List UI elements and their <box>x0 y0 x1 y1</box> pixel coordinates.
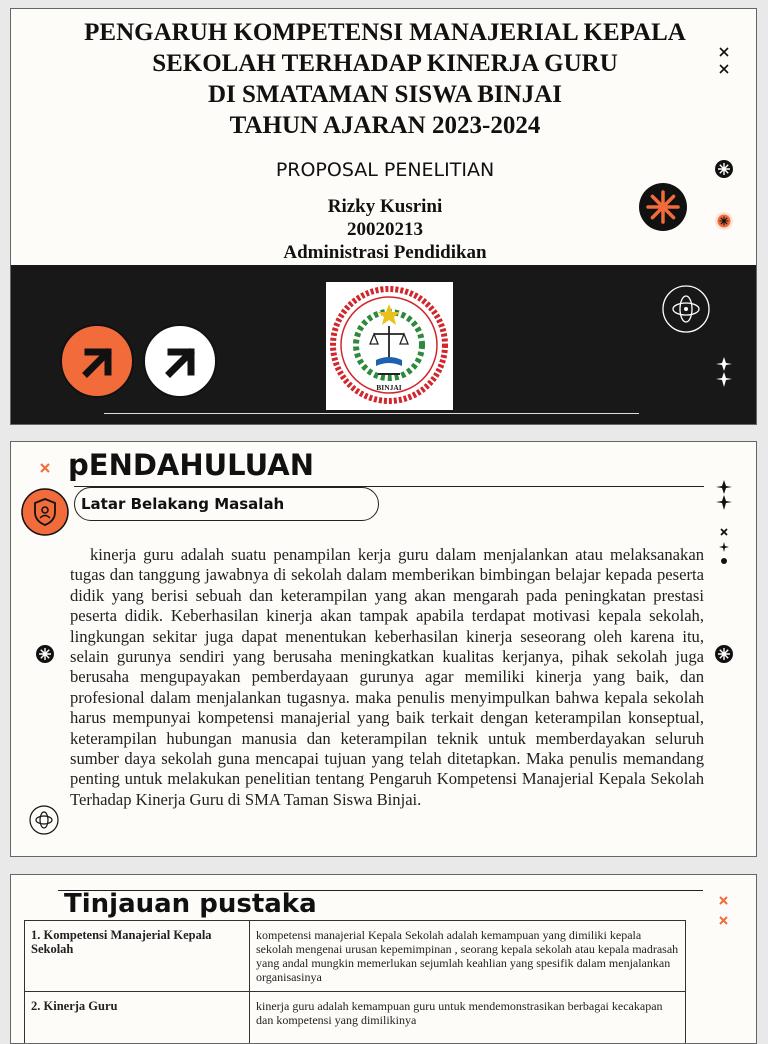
author-block <box>51 195 719 264</box>
definition-cell: kompetensi manajerial Kepala Sekolah adalah kemampuan yang dimiliki kepala sekolah mengenai urusan kepemimpinan , seorang kepala sekolah atau kepala madrasah yang andal mungkin memerlukan sejumlah keahlian yang spesifik dalam menjalankan organisasinya <box>250 921 686 992</box>
section-heading: Tinjauan pustaka <box>64 889 317 919</box>
author-name: Rizky Kusrini <box>51 195 719 218</box>
term-cell: 2. Kinerja Guru <box>25 992 250 1044</box>
big-asterisk-icon <box>637 181 689 233</box>
orbit-icon <box>661 284 711 334</box>
sparkle-stack-icon <box>713 355 735 389</box>
mini-symbols-icon <box>718 526 730 566</box>
title-line: PENGARUH KOMPETENSI MANAJERIAL KEPALA <box>51 17 719 48</box>
institution-logo <box>326 282 453 410</box>
definition-cell: kinerja guru adalah kemampuan guru untuk mendemonstrasikan berbagai kecakapan dan kompetensi yang dimilikinya <box>250 992 686 1044</box>
table-row <box>25 921 686 992</box>
literature-review-slide <box>10 874 757 1044</box>
author-id: 20020213 <box>51 218 719 241</box>
table-row <box>25 992 686 1044</box>
orange-cross-icon <box>718 895 730 927</box>
cross-icon <box>717 45 731 75</box>
title-line: TAHUN AJARAN 2023-2024 <box>51 110 719 141</box>
logo-label: BINJAI <box>376 383 402 392</box>
asterisk-badge-icon <box>35 644 55 664</box>
arrow-white-icon <box>143 324 217 398</box>
background-paragraph: kinerja guru adalah suatu penampilan kerja guru dalam menjalankan atau melaksanakan tugas dan tanggung jawabnya di sekolah dalam memberikan bimbingan belajar kepada peserta didik yang berisi sebuah dan keterampilan yang akan mengarah pada peningkatan prestasi peserta didik. Keberhasilan kinerja akan tampak apabila terdapat motivasi kepala sekolah, lingkungan sekitar juga dapat menentukan keberhasilan kinerja seseorang oleh karena itu, selain gurunya sendiri yang berusaha meningkatkan kualitas kerjanya, pihak sekolah juga berusaha mengupayakan pemberdayaan gurunya agar memiliki kinerja yang baik, dan profesional dalam menjalankan tugasnya. maka penulis menyimpulkan bahwa kepala sekolah harus mempunyai kompetensi manajerial yang baik terkait dengan keterampilan konseptual, keterampilan hubungan manusia dan keterampilan teknik untuk memberdayakan seluruh sumber daya sekolah guna mencapai tujuan yang telah ditetapkan. Maka penulis memandang penting untuk melakukan penelitian tentang Pengaruh Kompetensi Manajerial Kepala Sekolah Terhadap Kinerja Guru di SMA Taman Siswa Binjai. <box>70 545 704 810</box>
proposal-subtitle: PROPOSAL PENELITIAN <box>51 159 719 181</box>
sparkle-stack-icon <box>713 478 735 512</box>
term-cell: 1. Kompetensi Manajerial Kepala Sekolah <box>25 921 250 992</box>
section-label: Latar Belakang Masalah <box>74 487 379 521</box>
dark-band <box>11 265 757 425</box>
shield-user-icon <box>20 487 70 537</box>
title-slide <box>10 8 757 425</box>
asterisk-badge-icon <box>714 644 734 664</box>
arrow-orange-icon <box>60 324 134 398</box>
orange-cross-icon <box>39 462 51 474</box>
band-divider <box>104 413 639 414</box>
asterisk-badge-icon <box>714 159 734 179</box>
title-line: SEKOLAH TERHADAP KINERJA GURU <box>51 48 719 79</box>
literature-table <box>24 920 686 1044</box>
introduction-slide <box>10 441 757 857</box>
section-heading: pENDAHULUAN <box>68 448 314 482</box>
orbit-icon <box>28 804 60 836</box>
orange-asterisk-icon <box>714 211 734 231</box>
presentation-title <box>51 17 719 141</box>
title-line: DI SMATAMAN SISWA BINJAI <box>51 79 719 110</box>
author-department: Administrasi Pendidikan <box>51 241 719 264</box>
